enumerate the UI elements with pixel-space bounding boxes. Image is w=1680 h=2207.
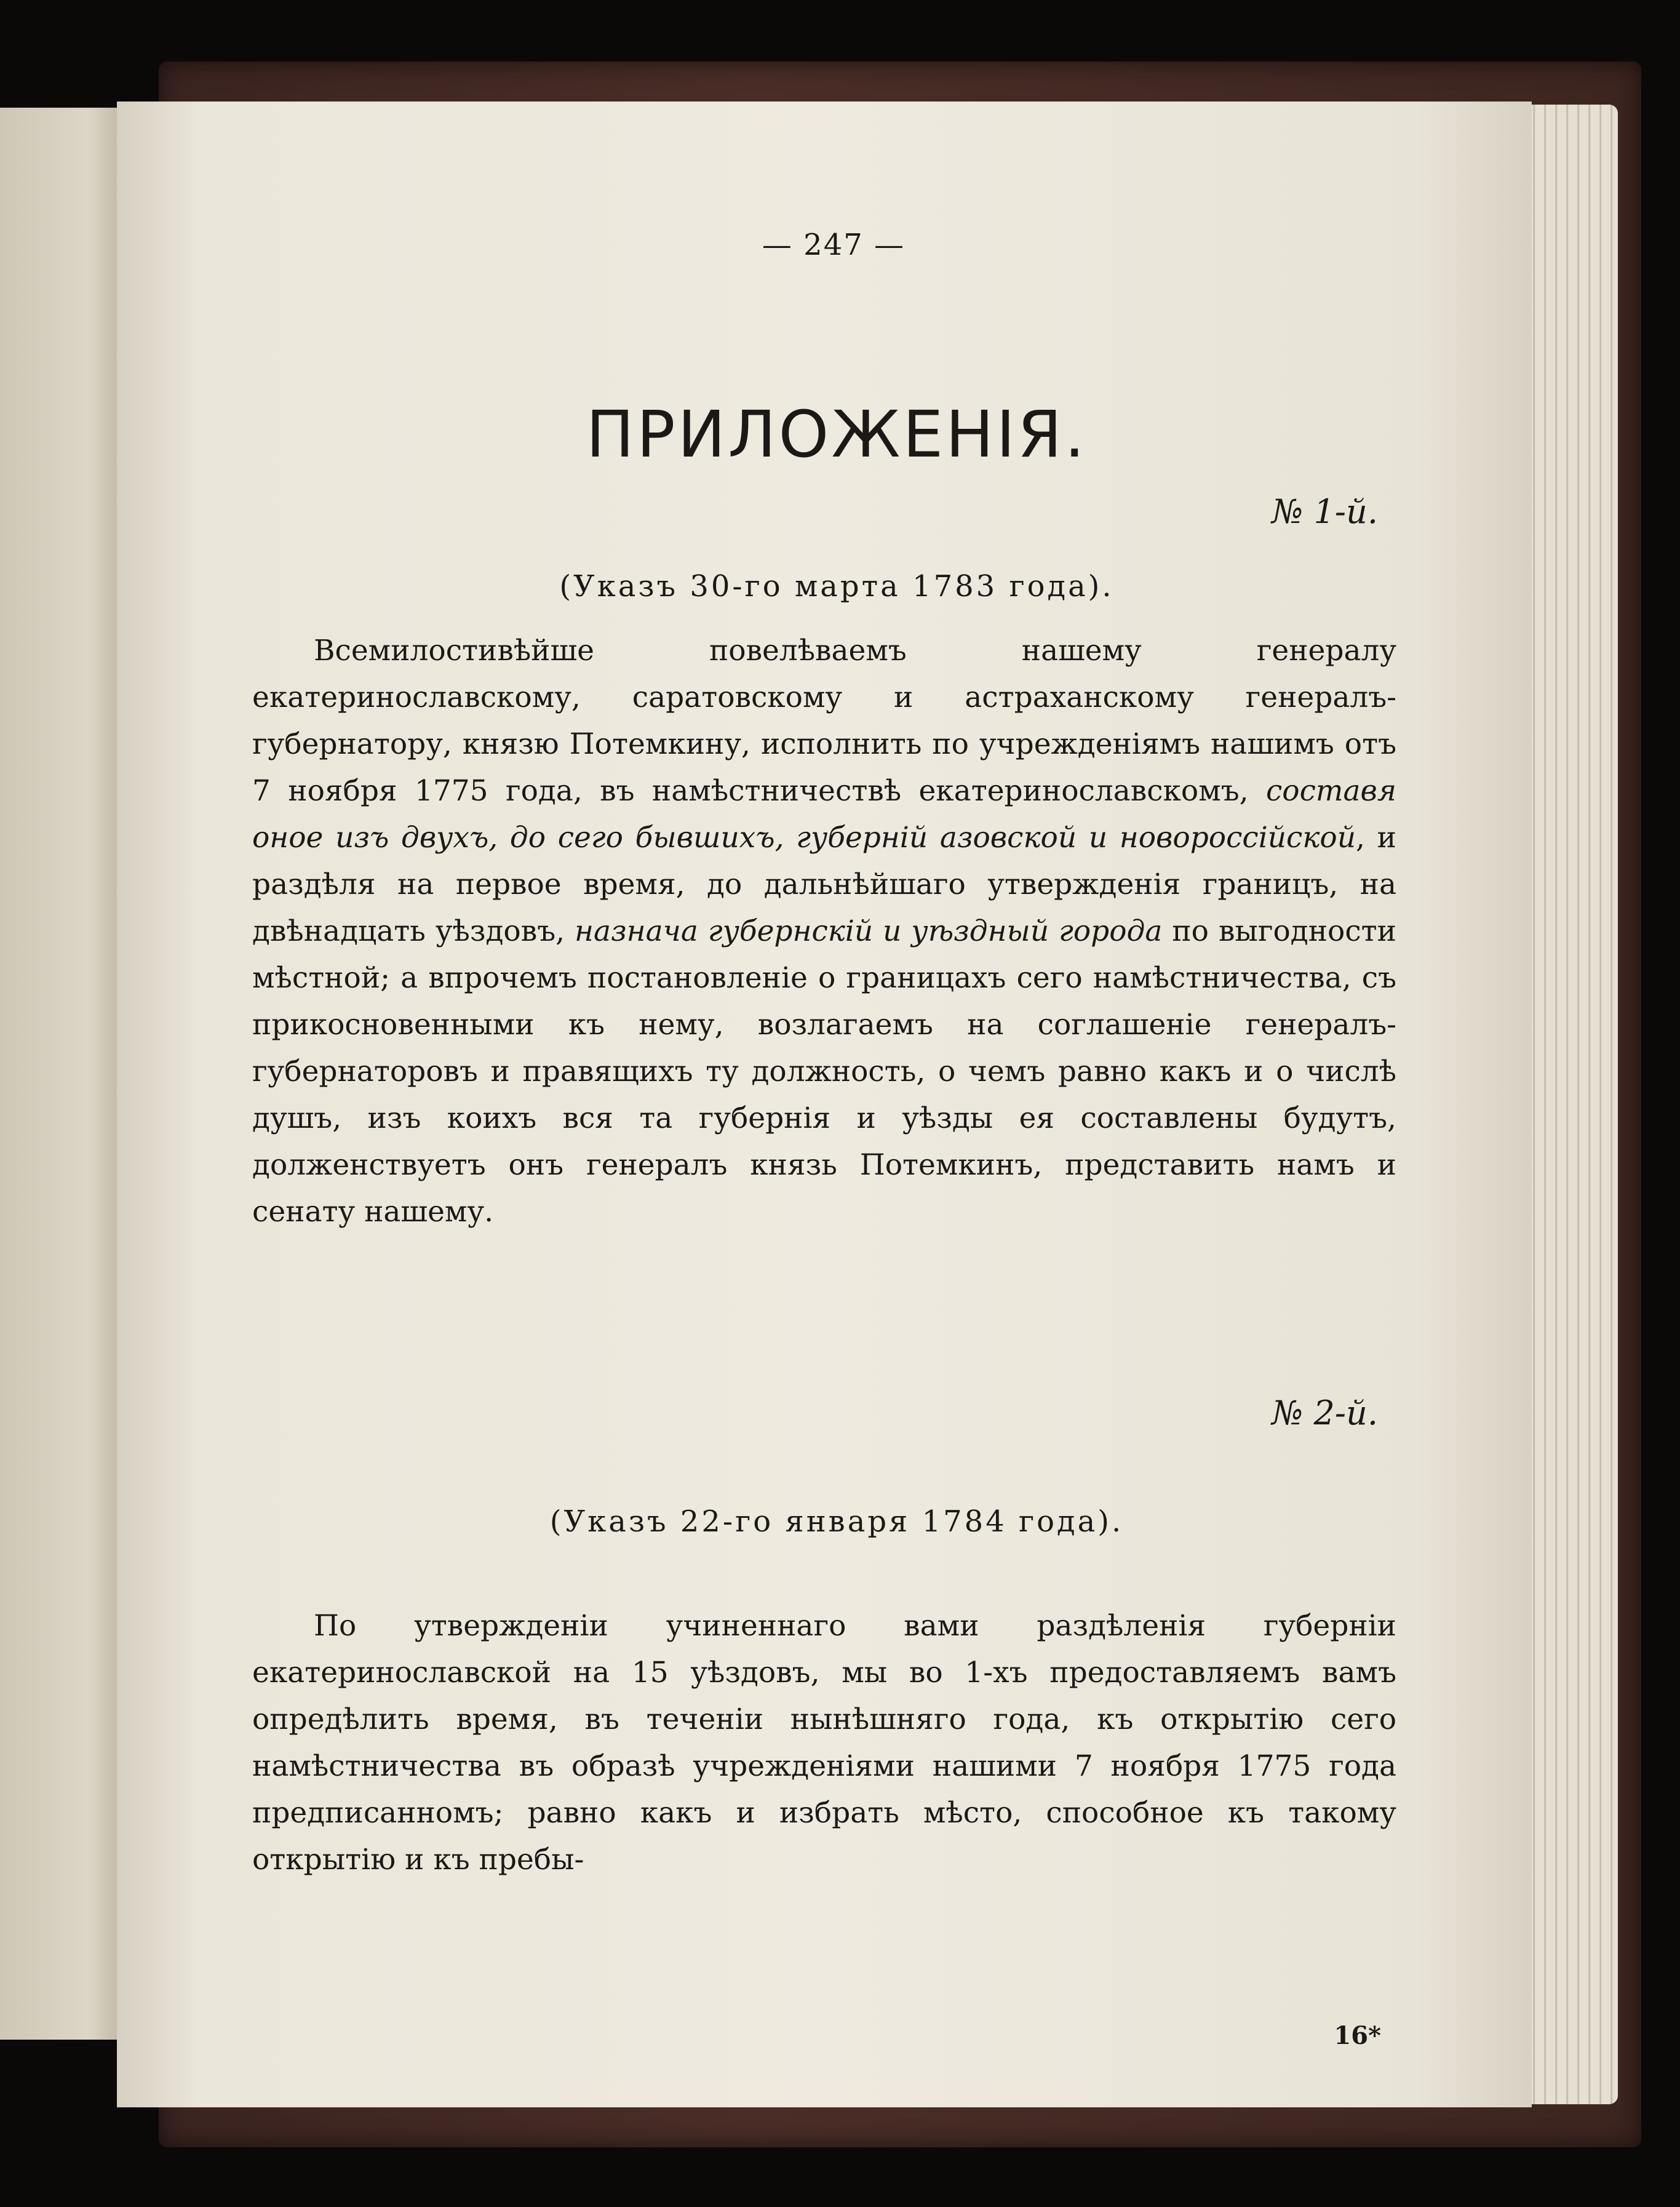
- text-run: , и раздѣля на первое время, до дальнѣйшаго утвержденія границъ, на двѣнадцать уѣздовъ,: [252, 821, 1396, 948]
- signature-mark: 16*: [1334, 2021, 1381, 2050]
- document-number-2: № 2-й.: [1272, 1394, 1378, 1432]
- page-number: — 247 —: [762, 228, 906, 262]
- decree-text-2: [252, 1603, 1396, 1883]
- document-number-1: № 1-й.: [1272, 492, 1378, 531]
- italic-text-run: назнача губернскій и уѣздный города: [575, 914, 1163, 948]
- decree-heading-2: (Указъ 22-го января 1784 года).: [549, 1504, 1124, 1539]
- section-title: ПРИЛОЖЕНІЯ.: [586, 397, 1088, 472]
- decree-text-1: [252, 628, 1396, 1235]
- book-page: [117, 102, 1532, 2107]
- text-run: По утвержденіи учиненнаго вами раздѣленія губерніи екатеринославской на 15 уѣздовъ, мы во 1-хъ предоставляемъ вамъ опредѣлить время, въ теченіи нынѣшняго года, къ открытію сего намѣстничества въ образѣ учрежденіями нашими 7 ноября 1775 года предписанномъ; равно какъ и избрать мѣсто, способное къ такому открытію и къ пребы-: [252, 1609, 1396, 1877]
- decree-heading-1: (Указъ 30-го марта 1783 года).: [559, 569, 1114, 604]
- left-page-edge: [0, 108, 126, 2040]
- text-run: Всемилостивѣйше повелѣваемъ нашему генералу екатеринославскому, саратовскому и астраханскому генералъ-губернатору, князю Потемкину, исполнить по учрежденіямъ нашимъ отъ 7 ноября 1775 года, въ намѣстничествѣ екатеринославскомъ,: [252, 634, 1396, 808]
- text-run: по выгодности мѣстной; а впрочемъ постановленіе о границахъ сего намѣстничества, съ прикосновенными къ нему, возлагаемъ на соглашеніе генералъ-губернаторовъ и правящихъ ту должность, о чемъ равно какъ и о числѣ душъ, изъ коихъ вся та губернія и уѣзды ея составлены будутъ, долженствуетъ онъ генералъ князь Потемкинъ, представить намъ и сенату нашему.: [252, 914, 1396, 1229]
- italic-text-run: составя оное изъ двухъ, до сего бывшихъ, губерній азовской и новороссійской: [252, 774, 1396, 855]
